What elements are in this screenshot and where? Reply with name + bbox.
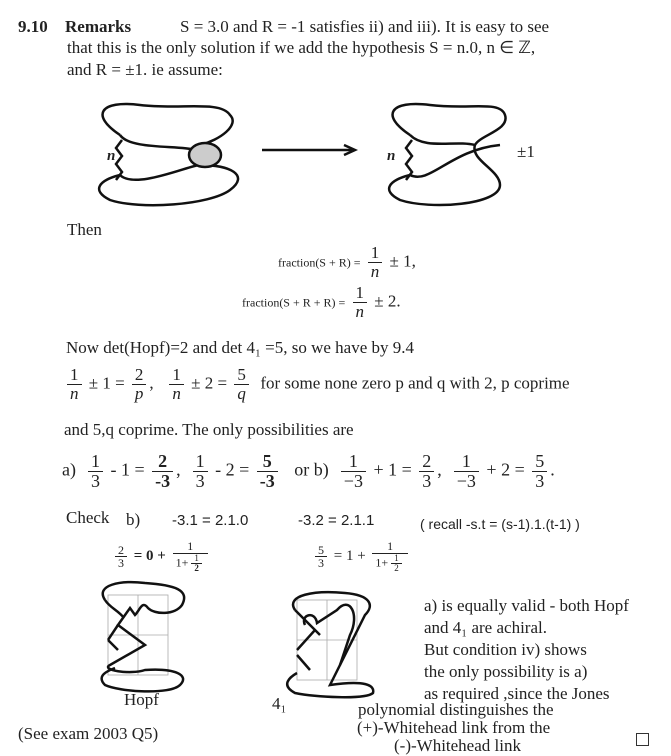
operator: - 1 = [110, 459, 145, 480]
check-c1: -3.1 = 2.1.0 [172, 512, 249, 529]
diagram-left-n: n [107, 148, 116, 164]
conclusion-line-4: the only possibility is a) [424, 662, 588, 681]
operator: = 0 + [133, 548, 166, 565]
check-label: Check [66, 508, 110, 527]
frac-num: 1 [187, 539, 194, 553]
frac-den: −3 [341, 471, 366, 491]
frac-den: 3 [419, 471, 434, 491]
det-line: Now det(Hopf)=2 and det 4₁ =5, so we have by 9.4 [66, 338, 415, 357]
intro-line-1: S = 3.0 and R = -1 satisfies ii) and iii). It is easy to see [180, 17, 550, 36]
frac-den: −3 [454, 471, 479, 491]
frac-num: 5 [535, 451, 545, 471]
frac-num: 5 [318, 542, 324, 557]
eq2-den: n [353, 302, 368, 321]
eq1-num: 1 [370, 243, 380, 262]
frac-num: 1 [70, 365, 79, 384]
right-tangle-outline [389, 104, 505, 205]
eq1-den: n [368, 262, 383, 281]
frac-num: 1 [194, 552, 199, 563]
frac-den: p [132, 384, 147, 403]
frac-num: 5 [262, 451, 272, 471]
operator: + 2 = [486, 459, 525, 480]
operator: ± 1 = [88, 373, 125, 393]
equation-2 [242, 284, 401, 321]
frac-den: 3 [193, 471, 208, 491]
conclusion-line-2: and 4₁ are achiral. [424, 618, 547, 637]
eq2-rhs: ± 2. [374, 291, 401, 311]
figure-eight-knot-figure [275, 585, 385, 700]
check-recall: ( recall -s.t = (s-1).1.(t-1) ) [420, 516, 580, 532]
possibilities-line: a) $\frac{1}{3}$ - 1 = $\frac{2}{-3}$ , $\frac{1}{3}$ - 2 = $\frac{5}{-3}$ or b) $\frac{1}{-3}$ + 1 = $\frac{2}{3}$ , $\frac{1}{-3}$ + 2 = $\frac{5}{3}$ . [62, 451, 555, 491]
equation-1 [278, 244, 416, 281]
frac-num: 1 [348, 451, 358, 471]
frac-num: 5 [237, 365, 246, 384]
eq1-lhs: fraction(S + R) = [278, 255, 361, 270]
frac-num: 1 [394, 552, 399, 563]
operator: = 1 + [333, 548, 366, 565]
exam-reference: (See exam 2003 Q5) [18, 724, 159, 743]
frac-den: 3 [88, 471, 103, 491]
frac-num: 2 [134, 365, 144, 384]
frac-num: 2 [158, 451, 168, 471]
conclusion-line-6: polynomial distinguishes the [358, 700, 554, 719]
eq2-num: 1 [355, 283, 365, 302]
or-label: or [294, 459, 310, 480]
diagram-right-n: n [387, 148, 396, 164]
condition-tail: for some none zero p and q with 2, p coprime [260, 373, 570, 393]
frac-den: 1+ [175, 555, 189, 570]
frac-den: 3 [532, 471, 547, 491]
conclusion-line-7: (+)-Whitehead link from the [357, 718, 551, 737]
frac-den: -3 [152, 471, 173, 491]
hopf-caption: Hopf [124, 690, 159, 709]
frac-den: 3 [315, 556, 327, 570]
section-number: 9.10 [18, 17, 48, 36]
frac-den: 1+ [375, 555, 389, 570]
frac-num: 1 [387, 539, 394, 553]
case-b-label: b) [313, 459, 329, 480]
conclusion-line-1: a) is equally valid - both Hopf [424, 596, 629, 615]
frac-den: 3 [115, 556, 127, 570]
operator: - 2 = [215, 459, 250, 480]
conclusion-line-3: But condition iv) shows [424, 640, 587, 659]
frac-num: 1 [172, 365, 181, 384]
operator: ± 2 = [191, 373, 228, 393]
case-a-label: a) [62, 459, 76, 480]
condition-line: $\frac{1}{n}$ ± 1 = $\frac{2}{p}$ , $\frac{1}{n}$ ± 2 = $\frac{5}{q}$ for some none zero p and q with 2, p coprime [64, 366, 570, 403]
intro-line-2: that this is the only solution if we add the hypothesis S = n.0, n ∈ ℤ, [67, 38, 536, 57]
frac-den: q [234, 384, 249, 403]
frac-num: 1 [461, 451, 471, 471]
diagram-crossing-label: ±1 [517, 142, 535, 161]
conclusion-line-5: as required ,since the Jones [424, 684, 610, 703]
continued-fraction-1 [112, 540, 211, 573]
frac-num: 2 [422, 451, 432, 471]
qed-square [636, 733, 649, 746]
check-b: b) [126, 510, 141, 529]
frac-num: 1 [195, 451, 205, 471]
intro-line-3: and R = ±1. ie assume: [67, 60, 223, 79]
eq2-lhs: fraction(S + R + R) = [242, 295, 346, 310]
eq1-rhs: ± 1, [389, 251, 416, 271]
frac-den: n [169, 384, 184, 403]
frac-den: 2 [391, 563, 402, 573]
frac-num: 2 [118, 542, 124, 557]
tangle-replacement-diagram [80, 95, 530, 220]
section-title: Remarks [65, 17, 132, 36]
hopf-link-figure [90, 580, 190, 695]
coprime-line: and 5,q coprime. The only possibilities are [64, 420, 354, 439]
figure-eight-caption: 4₁ [272, 694, 287, 713]
then-label: Then [67, 220, 102, 239]
frac-den: -3 [257, 471, 278, 491]
continued-fraction-2 [312, 540, 411, 573]
frac-den: 2 [191, 563, 202, 573]
frac-num: 1 [90, 451, 100, 471]
operator: + 1 = [373, 459, 412, 480]
check-c2: -3.2 = 2.1.1 [298, 512, 375, 529]
conclusion-line-8: (-)-Whitehead link [394, 736, 521, 755]
frac-den: n [67, 384, 82, 403]
